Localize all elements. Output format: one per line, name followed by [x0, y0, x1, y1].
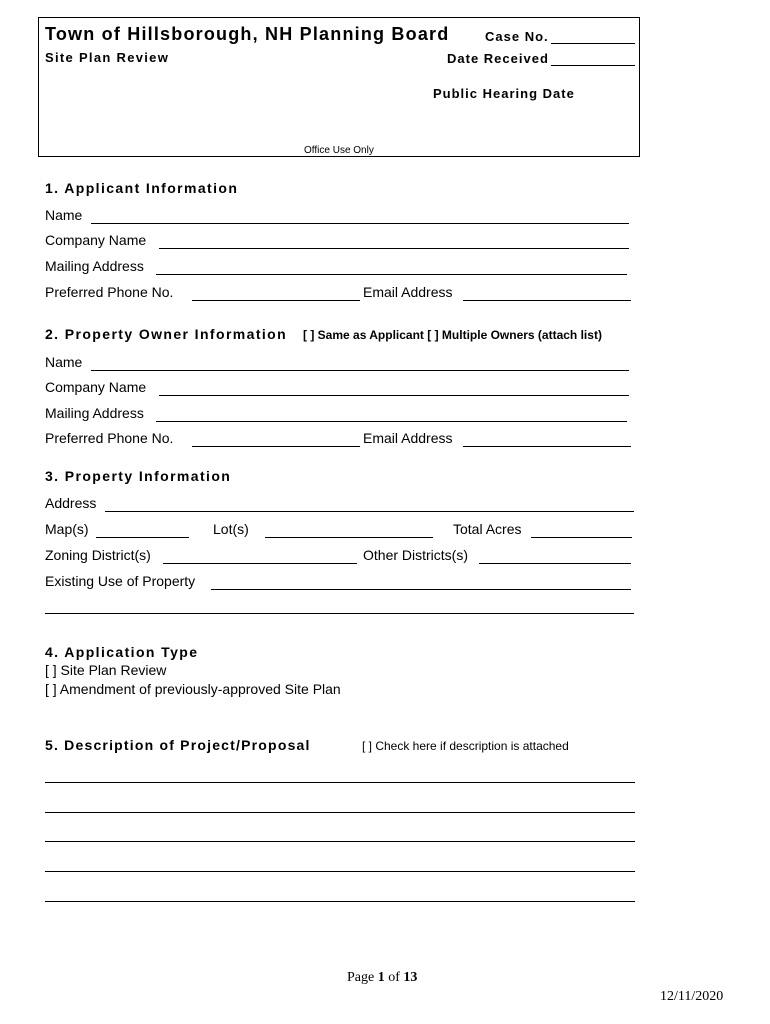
- existing-use-label: Existing Use of Property: [45, 573, 196, 589]
- type-site-plan-option[interactable]: [ ] Site Plan Review: [45, 662, 167, 678]
- page-of: of: [384, 970, 404, 985]
- date-received-label: Date Received: [447, 51, 549, 66]
- owner-email-field[interactable]: [463, 430, 631, 447]
- owner-company-field[interactable]: [159, 379, 629, 396]
- property-address-label: Address: [45, 495, 97, 511]
- applicant-name-field[interactable]: [91, 207, 629, 224]
- description-attached-check[interactable]: [ ] Check here if description is attached: [362, 739, 569, 753]
- owner-email-label: Email Address: [363, 430, 453, 446]
- applicant-phone-field[interactable]: [192, 284, 360, 301]
- form-title: Town of Hillsborough, NH Planning Board: [45, 24, 450, 44]
- lots-field[interactable]: [265, 521, 433, 538]
- property-address-field[interactable]: [105, 495, 634, 512]
- page-total: 13: [403, 970, 418, 985]
- owner-name-label: Name: [45, 354, 83, 370]
- page-current: 1: [377, 970, 385, 985]
- maps-label: Map(s): [45, 521, 89, 537]
- description-line[interactable]: [45, 841, 635, 842]
- type-amendment-option[interactable]: [ ] Amendment of previously-approved Site Plan: [45, 681, 341, 697]
- applicant-name-label: Name: [45, 207, 83, 223]
- other-districts-field[interactable]: [479, 547, 631, 564]
- page-prefix: Page: [347, 970, 378, 985]
- owner-mailing-field[interactable]: [156, 405, 627, 422]
- section-3-heading: 3. Property Information: [45, 468, 232, 484]
- zoning-label: Zoning District(s): [45, 547, 151, 563]
- section-1-heading: 1. Applicant Information: [45, 180, 239, 196]
- case-no-field[interactable]: [551, 29, 635, 44]
- applicant-email-field[interactable]: [463, 284, 631, 301]
- owner-phone-label: Preferred Phone No.: [45, 430, 174, 446]
- description-line[interactable]: [45, 871, 635, 872]
- total-acres-label: Total Acres: [453, 521, 522, 537]
- applicant-email-label: Email Address: [363, 284, 453, 300]
- description-line[interactable]: [45, 812, 635, 813]
- case-no-label: Case No.: [485, 29, 549, 44]
- office-use-caption: Office Use Only: [304, 145, 374, 156]
- description-line[interactable]: [45, 782, 635, 783]
- owner-company-label: Company Name: [45, 379, 147, 395]
- owner-options[interactable]: [ ] Same as Applicant [ ] Multiple Owners (attach list): [303, 328, 602, 342]
- section-4-heading: 4. Application Type: [45, 644, 199, 660]
- section-2-heading: 2. Property Owner Information: [45, 326, 288, 342]
- date-received-field[interactable]: [551, 51, 635, 66]
- other-districts-label: Other Districts(s): [363, 547, 468, 563]
- section-5-heading: 5. Description of Project/Proposal: [45, 737, 311, 753]
- lots-label: Lot(s): [213, 521, 249, 537]
- applicant-company-label: Company Name: [45, 232, 147, 248]
- existing-use-field[interactable]: [211, 573, 631, 590]
- owner-name-field[interactable]: [91, 354, 629, 371]
- form-subtitle: Site Plan Review: [45, 50, 170, 65]
- applicant-mailing-field[interactable]: [156, 258, 627, 275]
- public-hearing-label: Public Hearing Date: [433, 86, 575, 101]
- page-number: [347, 970, 417, 986]
- applicant-phone-label: Preferred Phone No.: [45, 284, 174, 300]
- total-acres-field[interactable]: [531, 521, 632, 538]
- zoning-field[interactable]: [163, 547, 357, 564]
- maps-field[interactable]: [96, 521, 189, 538]
- existing-use-line-2[interactable]: [45, 613, 634, 614]
- description-line[interactable]: [45, 901, 635, 902]
- revision-date: 12/11/2020: [660, 989, 724, 1004]
- owner-mailing-label: Mailing Address: [45, 405, 144, 421]
- owner-phone-field[interactable]: [192, 430, 360, 447]
- applicant-company-field[interactable]: [159, 232, 629, 249]
- applicant-mailing-label: Mailing Address: [45, 258, 144, 274]
